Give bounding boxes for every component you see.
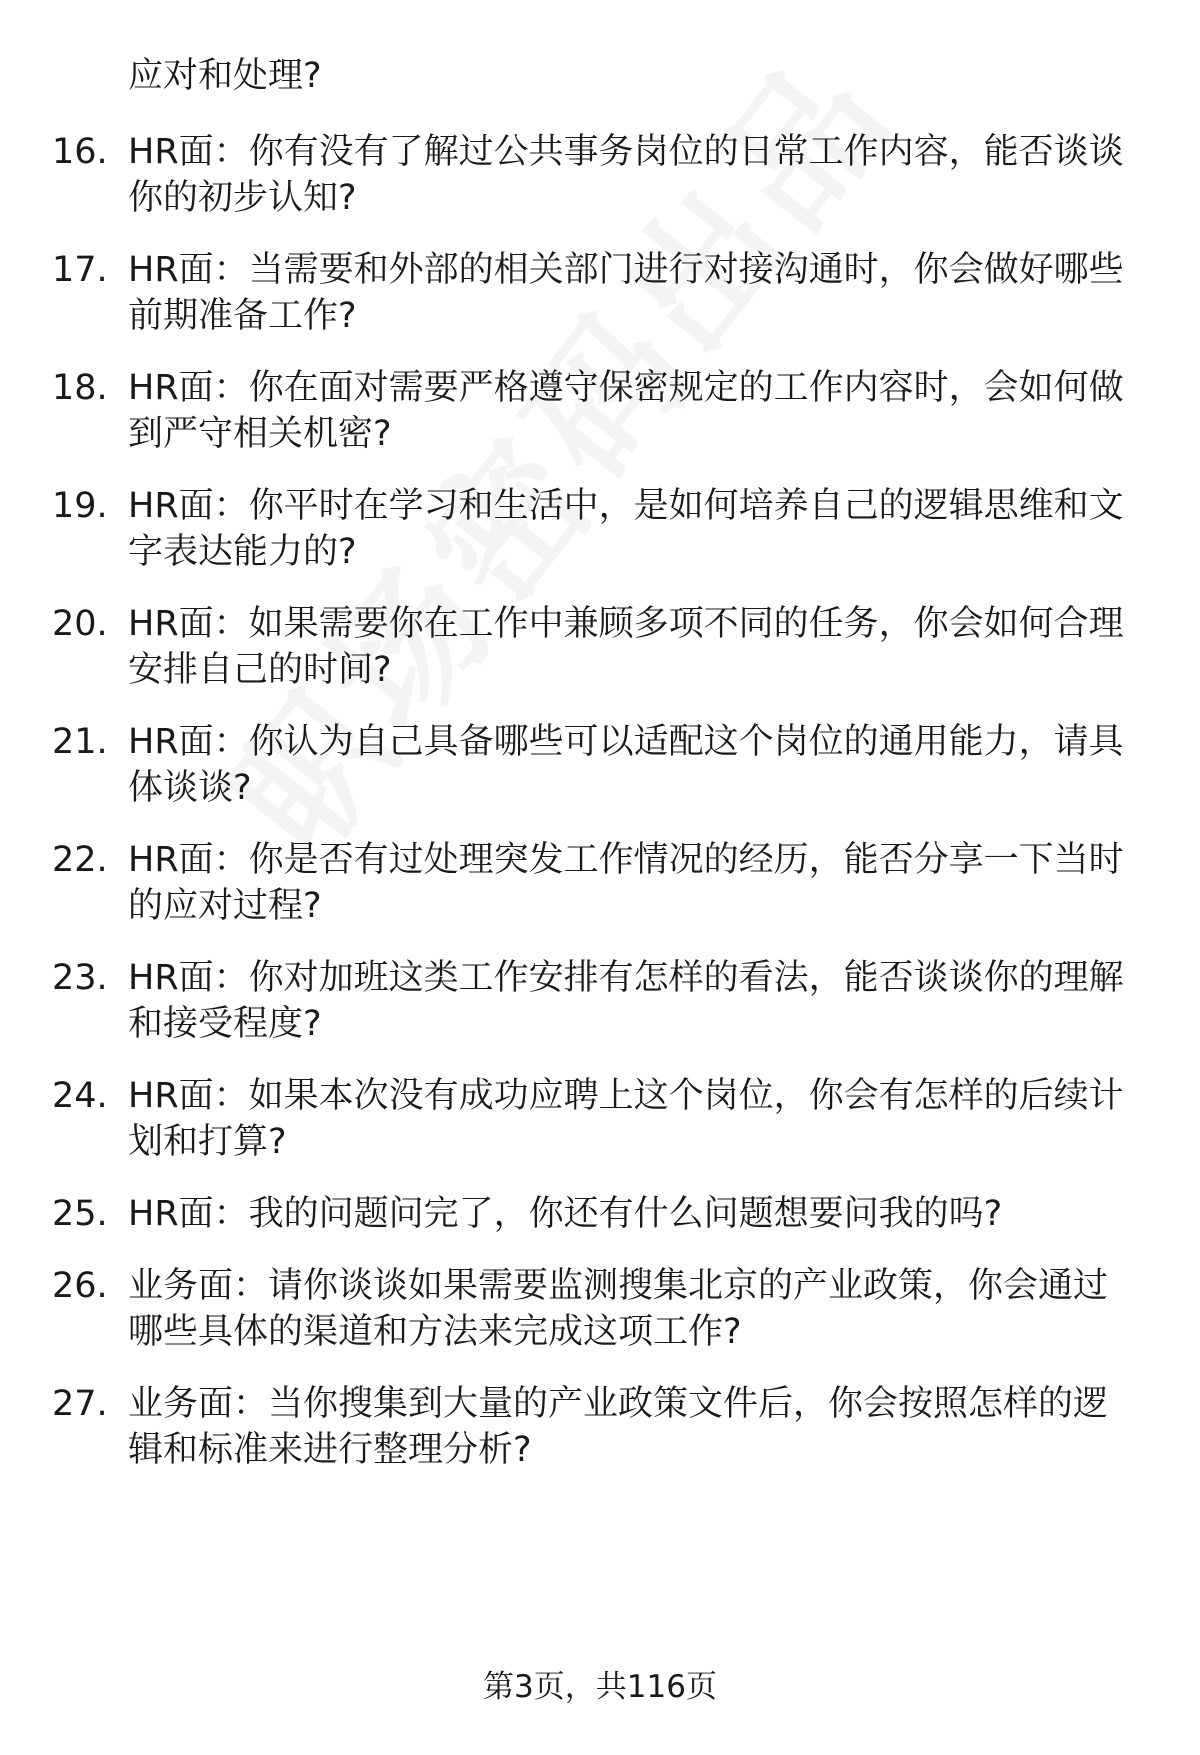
question-number: 26. bbox=[52, 1266, 108, 1306]
question-text-line1: 业务面：请你谈谈如果需要监测搜集北京的产业政策，你会通过 bbox=[128, 1266, 1109, 1306]
question-number: 20. bbox=[52, 604, 108, 644]
question-text-line2: 前期准备工作? bbox=[128, 296, 357, 336]
question-number: 19. bbox=[52, 486, 108, 526]
question-text-line2: 体谈谈? bbox=[128, 768, 252, 808]
question-text-line1: HR面：如果需要你在工作中兼顾多项不同的任务，你会如何合理 bbox=[128, 604, 1124, 644]
page-footer: 第3页，共116页 bbox=[483, 1669, 717, 1705]
question-text-line1: HR面：我的问题问完了，你还有什么问题想要问我的吗? bbox=[128, 1194, 1003, 1234]
question-number: 24. bbox=[52, 1076, 108, 1116]
question-text-line2: 划和打算? bbox=[128, 1122, 287, 1162]
question-text-line1: HR面：你有没有了解过公共事务岗位的日常工作内容，能否谈谈 bbox=[128, 132, 1124, 172]
question-text-line1: 业务面：当你搜集到大量的产业政策文件后，你会按照怎样的逻 bbox=[128, 1384, 1109, 1424]
question-text-line2: 哪些具体的渠道和方法来完成这项工作? bbox=[128, 1312, 742, 1352]
question-text-line1: HR面：如果本次没有成功应聘上这个岗位，你会有怎样的后续计 bbox=[128, 1076, 1124, 1116]
question-text-line1: HR面：你平时在学习和生活中，是如何培养自己的逻辑思维和文 bbox=[128, 486, 1124, 526]
question-number: 23. bbox=[52, 958, 108, 998]
question-number: 18. bbox=[52, 368, 108, 408]
question-text-line2: 辑和标准来进行整理分析? bbox=[128, 1430, 532, 1470]
continuation-text: 应对和处理? bbox=[128, 56, 322, 96]
question-number: 16. bbox=[52, 132, 108, 172]
question-number: 21. bbox=[52, 722, 108, 762]
question-text-line2: 的应对过程? bbox=[128, 886, 322, 926]
question-number: 27. bbox=[52, 1384, 108, 1424]
question-text-line2: 和接受程度? bbox=[128, 1004, 322, 1044]
question-text-line1: HR面：你在面对需要严格遵守保密规定的工作内容时，会如何做 bbox=[128, 368, 1124, 408]
question-text-line2: 字表达能力的? bbox=[128, 532, 357, 572]
question-number: 22. bbox=[52, 840, 108, 880]
question-text-line1: HR面：你认为自己具备哪些可以适配这个岗位的通用能力，请具 bbox=[128, 722, 1124, 762]
question-text-line2: 到严守相关机密? bbox=[128, 414, 392, 454]
question-text-line1: HR面：你是否有过处理突发工作情况的经历，能否分享一下当时 bbox=[128, 840, 1124, 880]
question-number: 25. bbox=[52, 1194, 108, 1234]
question-text-line1: HR面：当需要和外部的相关部门进行对接沟通时，你会做好哪些 bbox=[128, 250, 1124, 290]
question-text-line2: 安排自己的时间? bbox=[128, 650, 392, 690]
question-text-line1: HR面：你对加班这类工作安排有怎样的看法，能否谈谈你的理解 bbox=[128, 958, 1124, 998]
question-number: 17. bbox=[52, 250, 108, 290]
question-text-line2: 你的初步认知? bbox=[128, 178, 357, 218]
